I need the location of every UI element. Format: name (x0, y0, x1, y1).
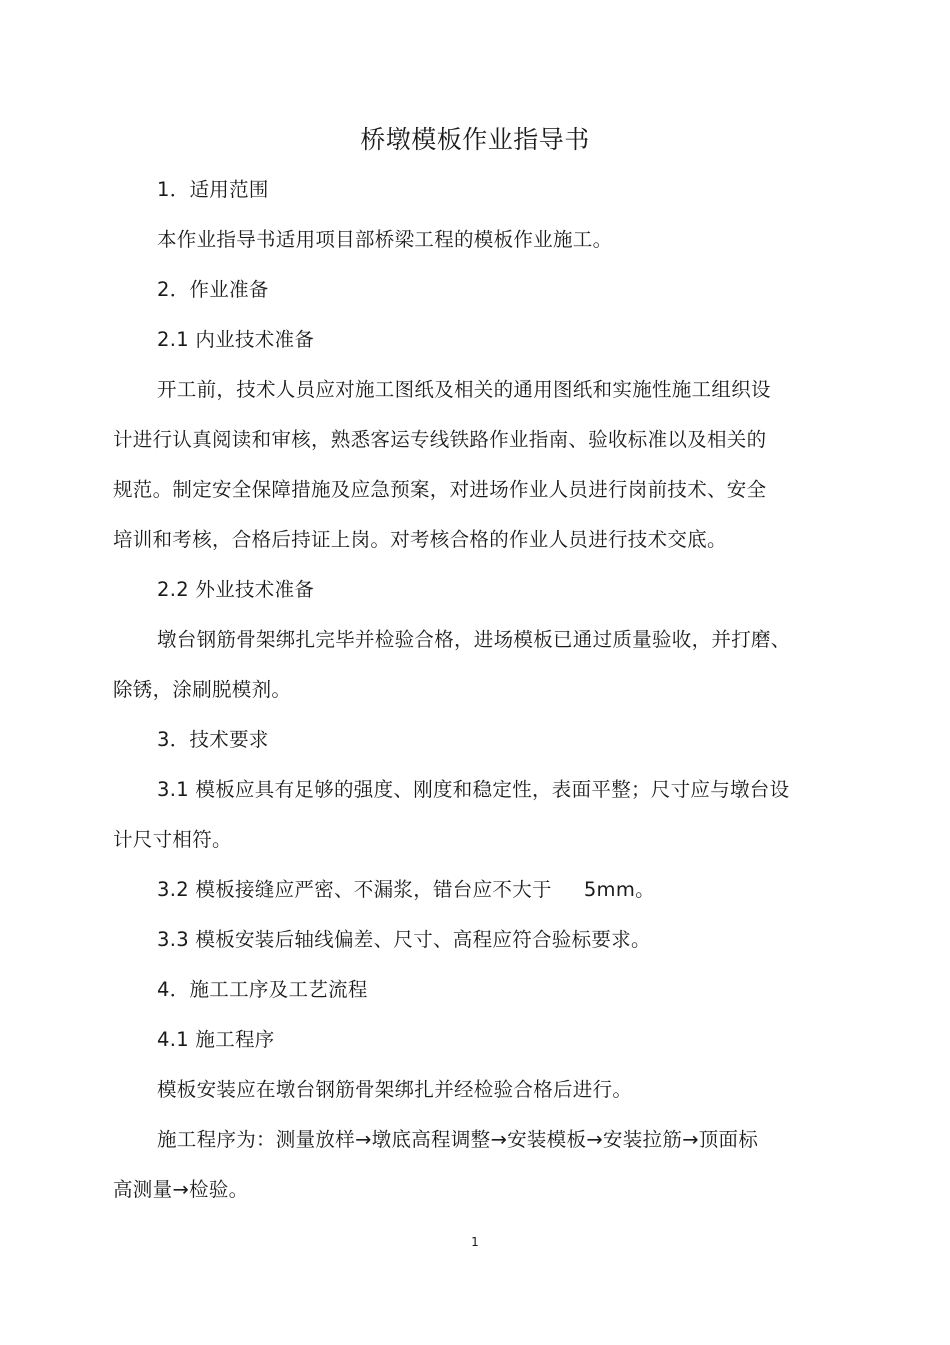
section-heading-3: 3．技术要求 (157, 728, 269, 751)
paragraph-line: 规范。制定安全保障措施及应急预案，对进场作业人员进行岗前技术、安全 (113, 478, 767, 501)
paragraph-line: 计尺寸相符。 (113, 828, 232, 851)
paragraph-text: 3.2 模板接缝应严密、不漏浆，错台应不大于 (157, 878, 552, 901)
subsection-heading-4-1: 4.1 施工程序 (157, 1028, 275, 1051)
paragraph-line: 培训和考核，合格后持证上岗。对考核合格的作业人员进行技术交底。 (113, 528, 727, 551)
paragraph-line: 3.1 模板应具有足够的强度、刚度和稳定性，表面平整；尺寸应与墩台设 (157, 778, 790, 801)
tolerance-value: 5mm。 (583, 878, 655, 901)
paragraph-line: 3.3 模板安装后轴线偏差、尺寸、高程应符合验标要求。 (157, 928, 651, 951)
paragraph-line: 除锈，涂刷脱模剂。 (113, 678, 292, 701)
paragraph-line: 开工前，技术人员应对施工图纸及相关的通用图纸和实施性施工组织设 (157, 378, 771, 401)
section-heading-2: 2．作业准备 (157, 278, 269, 301)
paragraph-line: 本作业指导书适用项目部桥梁工程的模板作业施工。 (157, 228, 613, 251)
subsection-heading-2-2: 2.2 外业技术准备 (157, 578, 315, 601)
subsection-heading-2-1: 2.1 内业技术准备 (157, 328, 315, 351)
paragraph-line: 高测量→检验。 (113, 1178, 249, 1201)
section-heading-1: 1．适用范围 (157, 178, 269, 201)
document-title: 桥墩模板作业指导书 (360, 125, 590, 154)
paragraph-line: 施工程序为：测量放样→墩底高程调整→安装模板→安装拉筋→顶面标 (157, 1128, 759, 1151)
paragraph-line-3-2 (157, 874, 655, 906)
paragraph-line: 计进行认真阅读和审核，熟悉客运专线铁路作业指南、验收标准以及相关的 (113, 428, 767, 451)
section-heading-4: 4．施工工序及工艺流程 (157, 978, 368, 1001)
paragraph-line: 墩台钢筋骨架绑扎完毕并检验合格，进场模板已通过质量验收，并打磨、 (157, 628, 791, 651)
page-number: 1 (471, 1235, 479, 1249)
paragraph-line: 模板安装应在墩台钢筋骨架绑扎并经检验合格后进行。 (157, 1078, 633, 1101)
